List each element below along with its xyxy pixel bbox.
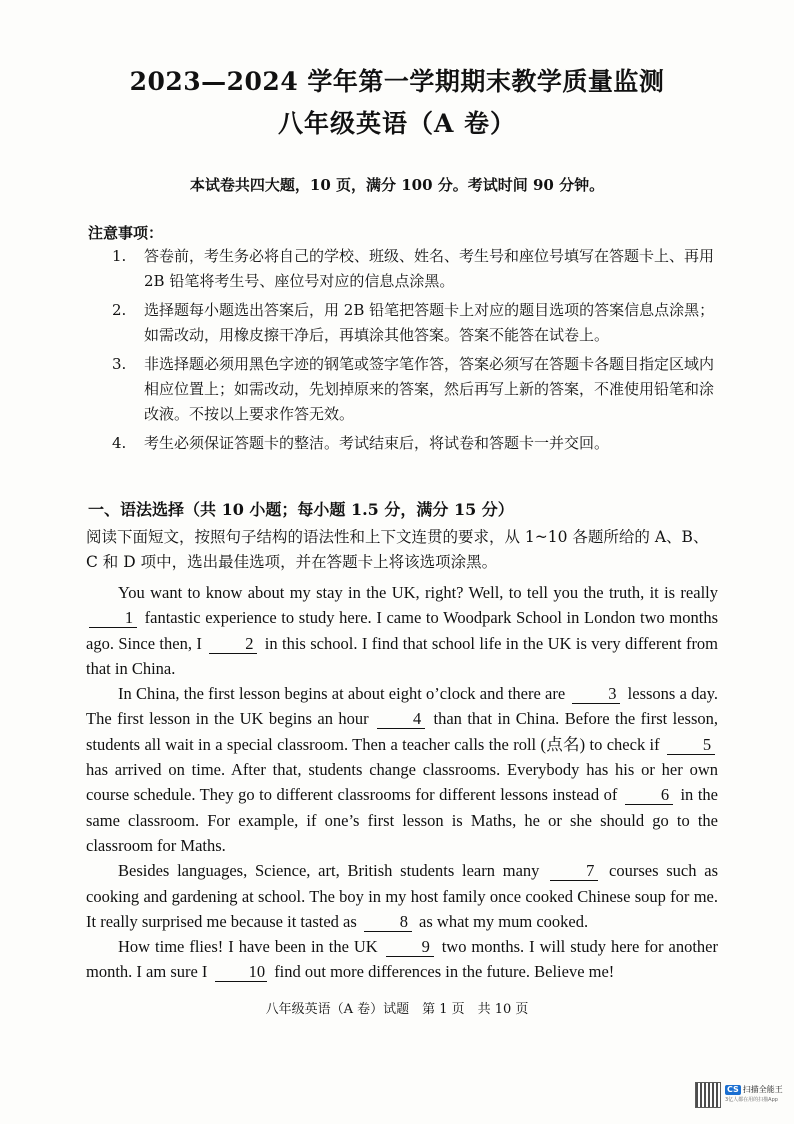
blank-1: 1 [89, 609, 137, 628]
exam-subtitle: 八年级英语（A 卷） [277, 109, 517, 138]
passage-text: in the same classroom. For example, if one’s first lesson is Maths, he or she should go to the classroom for Maths. [86, 785, 718, 855]
section-directions: 阅读下面短文，按照句子结构的语法性和上下文连贯的要求，从 1~10 各题所给的 A、B、C 和 D 项中，选出最佳选项，并在答题卡上将该选项涂黑。 [86, 528, 709, 571]
notice-text: 选择题每小题选出答案后，用 2B 铅笔把答题卡上对应的题目选项的答案信息点涂黑；如需改动，用橡皮擦干净后，再填涂其他答案。答案不能答在试卷上。 [144, 301, 715, 344]
passage-text: as what my mum cooked. [419, 911, 589, 931]
passage-text: lessons a day. The first lesson in the UK begins an hour [86, 684, 719, 729]
blank-9: 9 [386, 938, 434, 957]
passage-text: two months. I will study here for another month. I am sure I [86, 937, 718, 982]
passage-paragraph [86, 858, 718, 934]
passage-text: has arrived on time. After that, students change classrooms. Everybody has his or her own course schedule. They go to different classrooms for different lessons instead of [86, 760, 718, 805]
notice-number: 1. [112, 247, 127, 265]
exam-info: 本试卷共四大题，10 页，满分 100 分。考试时间 90 分钟。 [189, 176, 605, 194]
blank-3: 3 [572, 685, 620, 704]
notice-list [112, 244, 717, 460]
notice-number: 3. [112, 355, 127, 373]
notice-item [112, 244, 717, 294]
watermark-brand-name: 扫描全能王 [742, 1085, 783, 1094]
notice-number: 2. [112, 301, 127, 319]
blank-6: 6 [625, 786, 673, 805]
blank-5: 5 [667, 736, 715, 755]
passage-text: courses such as cooking and gardening at school. The boy in my host family once cooked Chinese soup for me. It really surprised me because it tasted as [86, 861, 719, 931]
passage-text: fantastic experience to study here. I came to Woodpark School in London two months ago. Since then, I [86, 608, 719, 653]
passage-text: You want to know about my stay in the UK, right? Well, to tell you the truth, it is really [118, 583, 718, 602]
blank-8: 8 [364, 913, 412, 932]
notice-item [112, 352, 717, 427]
notice-item [112, 298, 717, 348]
notice-number: 4. [112, 434, 127, 452]
passage-text: find out more differences in the future. Believe me! [274, 962, 615, 982]
exam-title: 2023—2024 学年第一学期期末教学质量监测 [129, 67, 665, 96]
notice-heading: 注意事项： [88, 224, 164, 242]
blank-4: 4 [377, 710, 425, 729]
watermark-subtitle: 3亿人都在用的扫描App [725, 1097, 778, 1103]
passage-paragraph [86, 580, 718, 681]
notice-item [112, 431, 717, 456]
passage-paragraph [86, 934, 718, 985]
qr-code-icon [695, 1082, 721, 1108]
watermark-brand [725, 1085, 783, 1105]
notice-text: 考生必须保证答题卡的整洁。考试结束后，将试卷和答题卡一并交回。 [144, 434, 610, 452]
section-heading: 一、语法选择（共 10 小题；每小题 1.5 分，满分 15 分） [88, 500, 514, 519]
blank-7: 7 [550, 862, 598, 881]
passage-text: than that in China. Before the first lesson, students all wait in a special classroom. Then a teacher calls the roll (点名) to check if [86, 709, 719, 754]
notice-text: 非选择题必须用黑色字迹的钢笔或签字笔作答，答案必须写在答题卡各题目指定区域内相应位置上；如需改动，先划掉原来的答案，然后再写上新的答案，不准使用铅笔和涂改液。不按以上要求作答无效。 [144, 355, 715, 423]
page-footer: 八年级英语（A 卷）试题 第 1 页 共 10 页 [265, 1002, 529, 1017]
notice-text: 答卷前，考生务必将自己的学校、班级、姓名、考生号和座位号填写在答题卡上、再用 2B 铅笔将考生号、座位号对应的信息点涂黑。 [144, 247, 715, 290]
passage-text: How time flies! I have been in the UK [118, 937, 378, 957]
passage-text: in this school. I find that school life in the UK is very different from that in China. [86, 633, 719, 678]
camscanner-icon: CS [727, 1085, 739, 1094]
passage-text: In China, the first lesson begins at about eight o’clock and there are [118, 684, 566, 704]
passage-text: Besides languages, Science, art, British students learn many [118, 861, 540, 881]
scanner-watermark [695, 1082, 783, 1108]
passage-paragraph [86, 681, 718, 858]
blank-2: 2 [209, 635, 257, 654]
blank-10: 10 [215, 963, 268, 982]
reading-passage [86, 580, 718, 985]
